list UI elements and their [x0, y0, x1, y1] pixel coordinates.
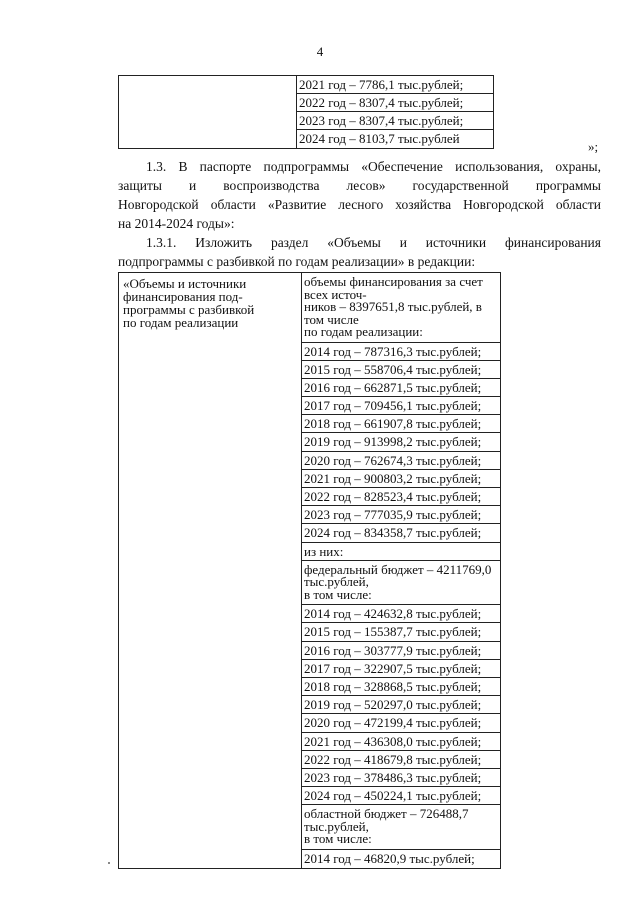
text-line: федеральный бюджет – 4211769,0 тыс.рублей, [304, 561, 492, 590]
total-year-line: 2021 год – 900803,2 тыс.рублей; [302, 470, 500, 488]
continuation-table [118, 75, 494, 149]
paragraph-1-3 [118, 157, 601, 233]
paragraph-line: 1.3.1. Изложить раздел «Объемы и источники финансирования [146, 235, 601, 250]
federal-budget-block [302, 561, 500, 606]
federal-year-line: 2021 год – 436308,0 тыс.рублей; [302, 733, 500, 751]
header-line: «Объемы и источники [123, 276, 247, 291]
text-line: ников – 8397651,8 тыс.рублей, в том числе [304, 299, 482, 327]
paragraph-line: Новгородской области «Развитие лесного хозяйства Новгородской области [118, 197, 601, 212]
text-line: в том числе: [304, 831, 372, 847]
continuation-right-cell [297, 76, 494, 149]
text-line: в том числе: [304, 586, 372, 602]
funding-year-line: 2024 год – 8103,7 тыс.рублей [299, 131, 460, 146]
regional-budget-block [302, 805, 500, 850]
federal-year-line: 2022 год – 418679,8 тыс.рублей; [302, 751, 500, 769]
federal-year-line: 2014 год – 424632,8 тыс.рублей; [302, 605, 500, 623]
total-year-line: 2020 год – 762674,3 тыс.рублей; [302, 452, 500, 470]
paragraph-1-3-1 [118, 233, 601, 271]
text-line: областной бюджет – 726488,7 тыс.рублей, [304, 806, 469, 834]
funding-year-line: 2023 год – 8307,4 тыс.рублей; [297, 112, 493, 130]
federal-year-line: 2017 год – 322907,5 тыс.рублей; [302, 660, 500, 678]
closing-quote: »; [588, 139, 599, 154]
federal-year-line: 2016 год – 303777,9 тыс.рублей; [302, 642, 500, 660]
paragraph-line: подпрограммы с разбивкой по годам реализации» в редакции: [118, 254, 476, 269]
total-year-line: 2022 год – 828523,4 тыс.рублей; [302, 488, 500, 506]
paragraph-line: 1.3. В паспорте подпрограммы «Обеспечение использования, охраны, [146, 159, 601, 174]
total-year-line: 2019 год – 913998,2 тыс.рублей; [302, 433, 500, 451]
funding-year-line: 2021 год – 7786,1 тыс.рублей; [297, 76, 493, 94]
federal-year-line: 2020 год – 472199,4 тыс.рублей; [302, 714, 500, 732]
funding-table-header-cell [119, 273, 302, 869]
total-year-line: 2014 год – 787316,3 тыс.рублей; [302, 343, 500, 361]
total-year-line: 2015 год – 558706,4 тыс.рублей; [302, 361, 500, 379]
total-year-line: 2016 год – 662871,5 тыс.рублей; [302, 379, 500, 397]
header-line: программы с разбивкой [123, 302, 255, 317]
text-line: по годам реализации: [304, 324, 423, 339]
page-number: 4 [316, 44, 324, 59]
funding-table-values-cell [302, 273, 501, 869]
federal-year-line: 2023 год – 378486,3 тыс.рублей; [302, 769, 500, 787]
total-funding-block [302, 273, 500, 343]
federal-year-line: 2024 год – 450224,1 тыс.рублей; [302, 787, 500, 805]
of-them-line: из них: [302, 543, 500, 561]
text-line: объемы финансирования за счет всех источ- [304, 274, 483, 302]
header-line: финансирования под- [123, 289, 243, 304]
total-year-line: 2023 год – 777035,9 тыс.рублей; [302, 506, 500, 524]
paragraph-line: на 2014-2024 годы»: [118, 216, 235, 231]
total-year-line: 2017 год – 709456,1 тыс.рублей; [302, 397, 500, 415]
federal-year-line: 2015 год – 155387,7 тыс.рублей; [302, 623, 500, 641]
funding-table [118, 272, 501, 869]
header-line: по годам реализации [123, 315, 239, 330]
federal-year-line: 2018 год – 328868,5 тыс.рублей; [302, 678, 500, 696]
federal-year-line: 2019 год – 520297,0 тыс.рублей; [302, 696, 500, 714]
funding-year-line: 2022 год – 8307,4 тыс.рублей; [297, 94, 493, 112]
total-year-line: 2024 год – 834358,7 тыс.рублей; [302, 524, 500, 542]
continuation-left-cell [119, 76, 297, 149]
scan-speck [108, 862, 110, 864]
regional-year-line: 2014 год – 46820,9 тыс.рублей; [304, 850, 475, 866]
paragraph-line: защиты и воспроизводства лесов» государственной программы [118, 178, 601, 193]
total-year-line: 2018 год – 661907,8 тыс.рублей; [302, 415, 500, 433]
